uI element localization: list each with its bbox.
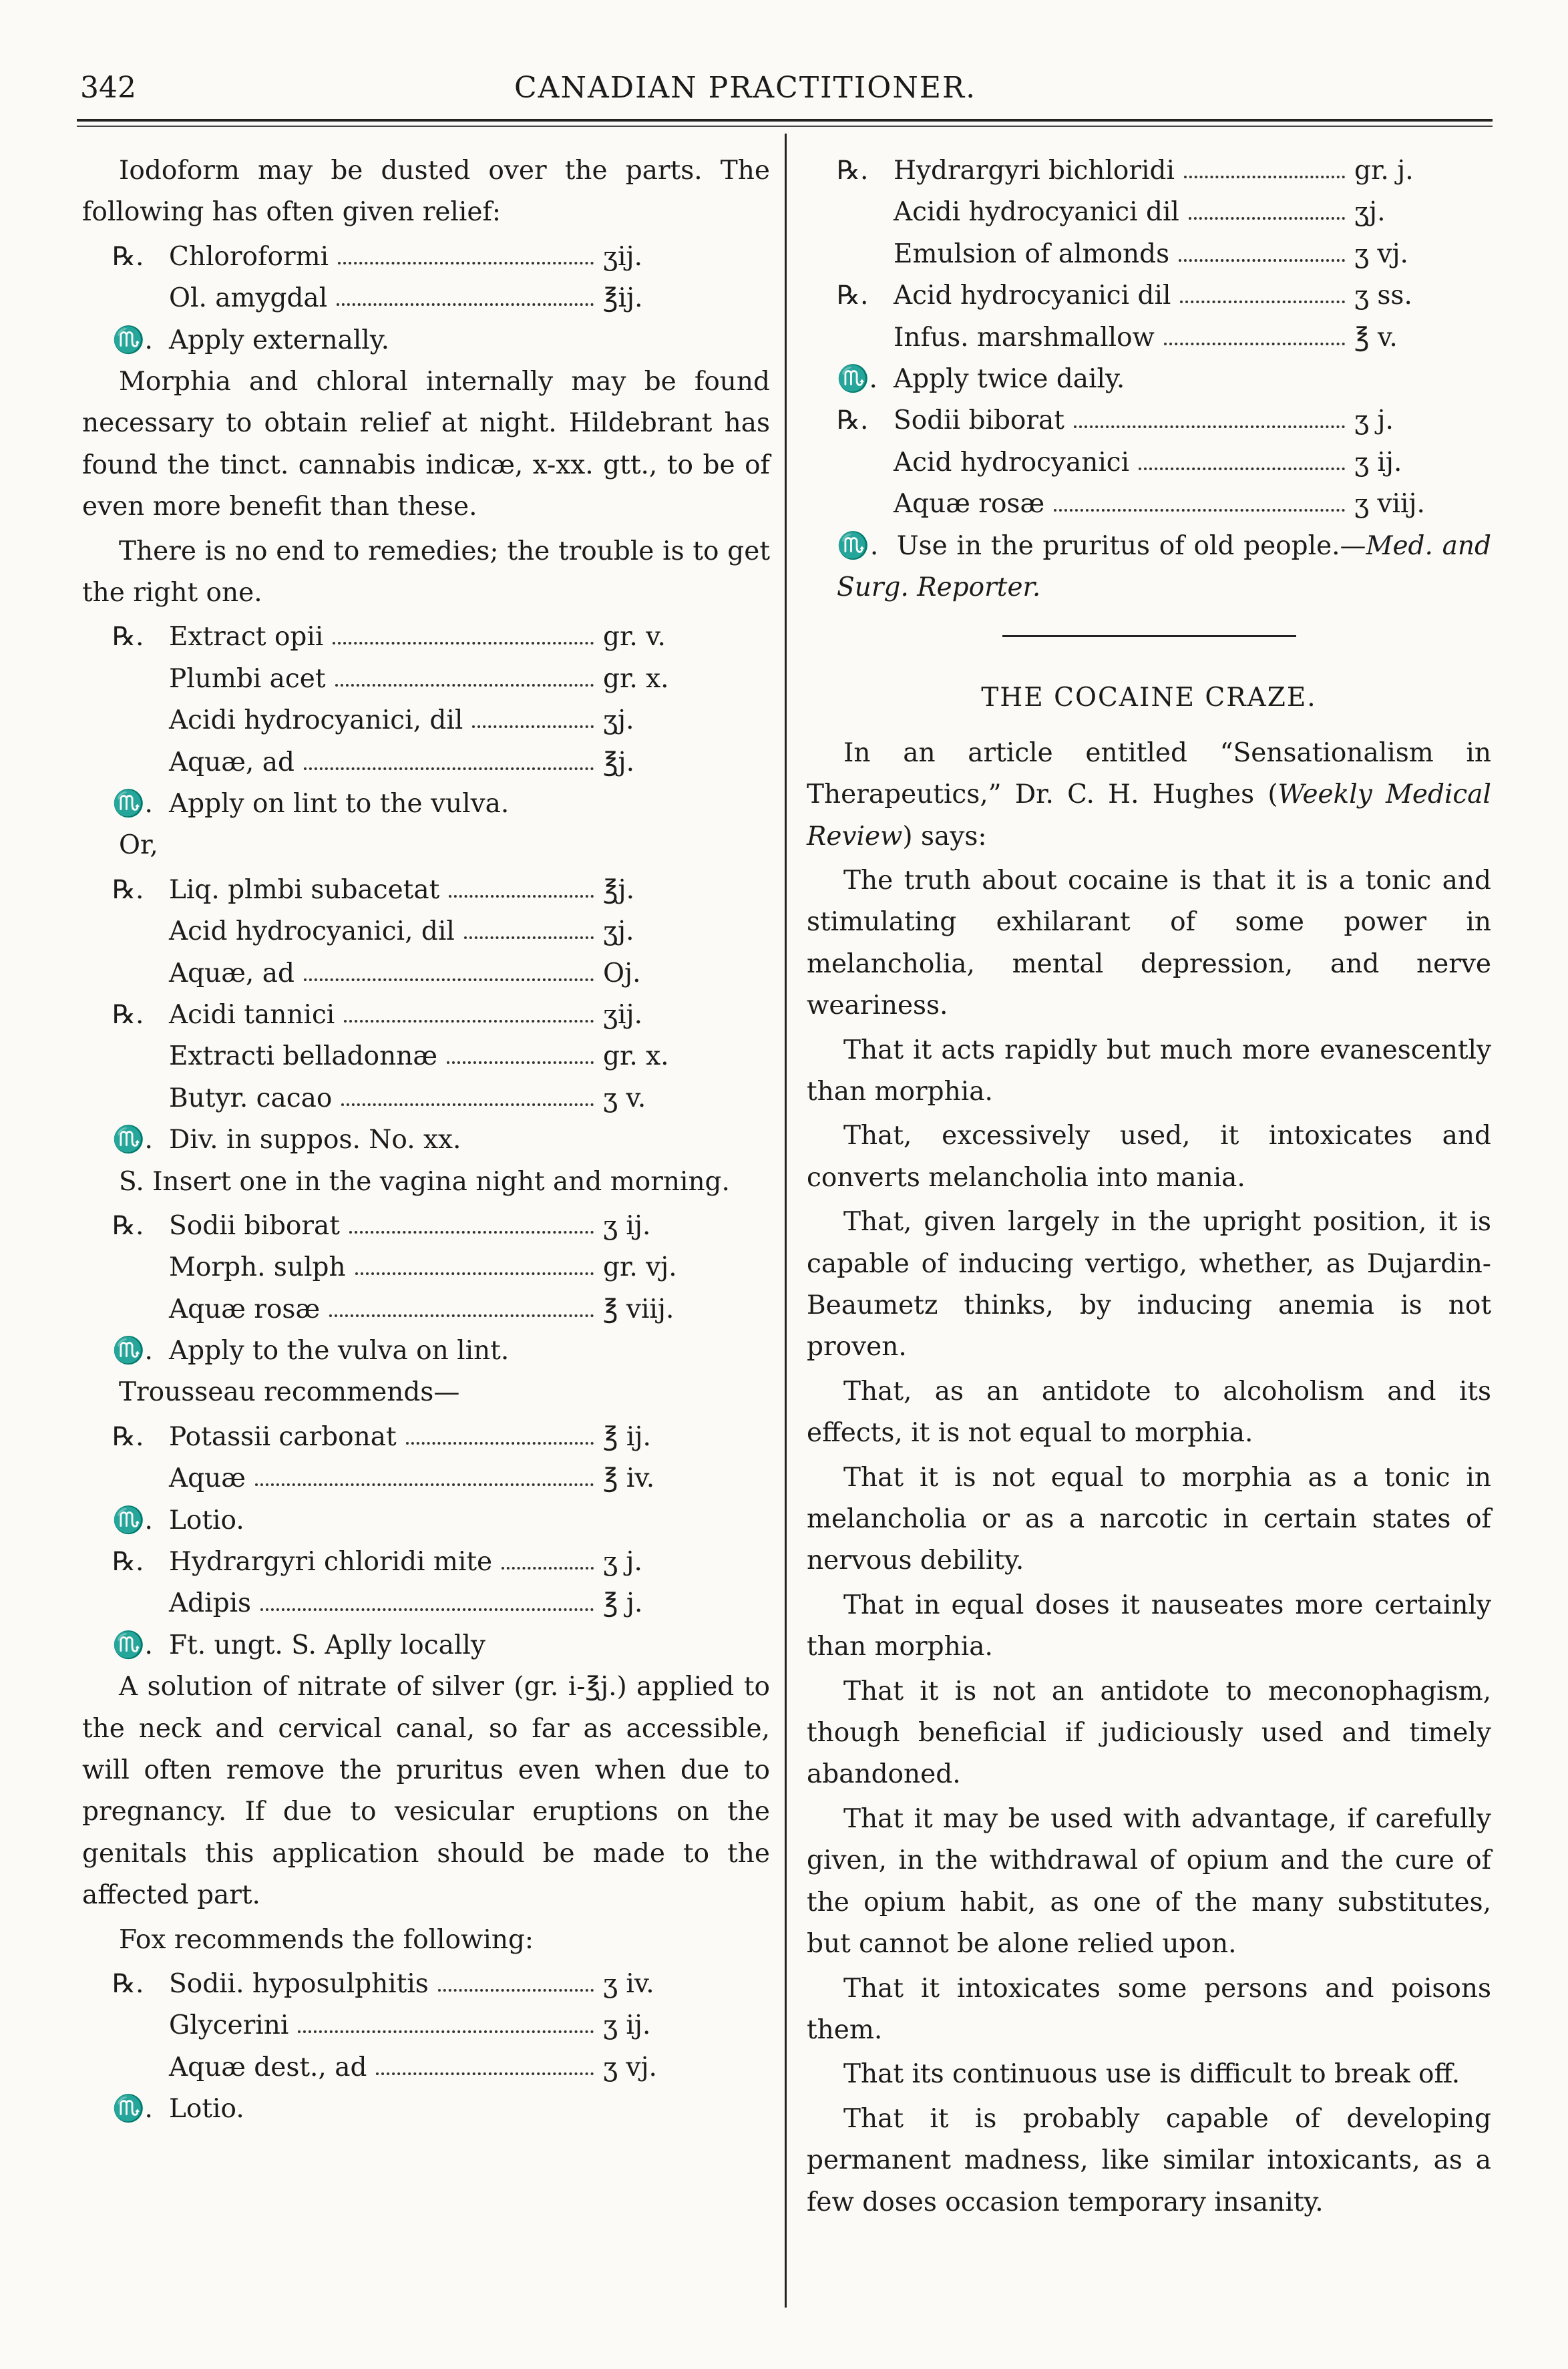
note-text: Lotio.	[169, 1505, 244, 1535]
prescription-note	[82, 2088, 770, 2130]
dot-leader	[335, 684, 594, 687]
recipe-symbol: ℞.	[112, 1210, 144, 1241]
ingredient-name: Chloroformi	[169, 241, 329, 272]
paragraph: A solution of nitrate of silver (gr. i-℥j.) applied to the neck and cervical canal, so far as accessible, will often remove the pruritus even when due to pregnancy. If due to vesicular eruptions on the genitals this application should be made to the affected part.	[82, 1672, 770, 1911]
recipe-symbol: ℞.	[112, 1547, 144, 1578]
ingredient-name: Hydrargyri bichloridi	[894, 156, 1175, 186]
dot-leader	[304, 978, 594, 981]
ingredient-quantity: ℥j.	[603, 747, 635, 777]
prescription-line	[82, 1964, 770, 2005]
paragraph: Fox recommends the following:	[119, 1924, 534, 1955]
prescription-line	[82, 742, 770, 783]
ingredient-quantity: ʒ ij.	[603, 1210, 651, 1241]
dot-leader	[355, 1272, 594, 1275]
misce-symbol: ♏.	[837, 363, 877, 394]
ingredient-quantity: ʒij.	[603, 241, 642, 272]
ingredient-name: Sodii biborat	[169, 1210, 340, 1241]
ingredient-name: Aquæ, ad	[169, 747, 295, 777]
prescription-note	[807, 359, 1491, 400]
source-citation: Med. and Surg. Reporter.	[837, 530, 1491, 602]
ingredient-name: Acidi tannici	[169, 999, 335, 1030]
article-paragraph: That it is not equal to morphia as a tonic in melancholia or as a narcotic in certain states of nervous debility.	[807, 1462, 1491, 1576]
paragraph: S. Insert one in the vagina night and morning.	[119, 1166, 730, 1197]
ingredient-quantity: ʒ vj.	[603, 2052, 657, 2082]
ingredient-name: Aquæ, ad	[169, 958, 295, 988]
prescription-note	[82, 1625, 770, 1666]
ingredient-quantity: ʒ ij.	[603, 2010, 651, 2041]
note-text: Apply externally.	[169, 325, 390, 355]
article-paragraph: The truth about cocaine is that it is a tonic and stimulating exhilarant of some power in melancholia, mental depression, and nerve weariness.	[807, 865, 1491, 1021]
recipe-symbol: ℞.	[837, 156, 869, 186]
note-text: Ft. ungt. S. Aplly locally	[169, 1630, 485, 1660]
note-text: Apply twice daily.	[894, 363, 1125, 394]
ingredient-name: Sodii biborat	[894, 405, 1064, 436]
page-number: 342	[80, 71, 136, 105]
ingredient-name: Acid hydrocyanici	[894, 447, 1130, 478]
prescription-line	[807, 275, 1491, 317]
intro-text: In an article entitled “Sensationalism in Therapeutics,” Dr. C. H. Hughes (	[807, 737, 1491, 810]
prescription-line	[82, 870, 770, 911]
prescription-line	[82, 236, 770, 278]
ingredient-quantity: ℥ ij.	[603, 1421, 651, 1452]
misce-symbol: ♏.	[112, 788, 153, 819]
prescription-line	[82, 2005, 770, 2046]
right-column	[807, 150, 1491, 2226]
prescription-line	[82, 2047, 770, 2088]
ingredient-quantity: ℥ij.	[603, 283, 643, 314]
ingredient-name: Adipis	[169, 1588, 252, 1619]
dot-leader	[1189, 217, 1345, 220]
prescription-line	[82, 994, 770, 1036]
ingredient-name: Hydrargyri chloridi mite	[169, 1547, 493, 1578]
misce-symbol: ♏.	[112, 2094, 153, 2125]
ingredient-quantity: Oj.	[603, 958, 641, 988]
dot-leader	[298, 2030, 594, 2033]
ingredient-name: Liq. plmbi subacetat	[169, 874, 440, 905]
prescription	[82, 870, 770, 994]
ingredient-name: Aquæ rosæ	[169, 1294, 321, 1324]
article-paragraph: That it is probably capable of developing permanent madness, like similar intoxicants, as a few doses occasion temporary insanity.	[807, 2103, 1491, 2217]
prescription-line	[82, 1541, 770, 1583]
journal-name: Weekly Medical Review	[807, 779, 1491, 852]
article-paragraph: That it is not an antidote to meconophagism, though beneficial if judiciously used and timely abandoned.	[807, 1676, 1491, 1790]
recipe-symbol: ℞.	[112, 874, 144, 905]
paragraph: Iodoform may be dusted over the parts. The following has often given relief:	[82, 156, 770, 228]
header-rule	[77, 119, 1493, 122]
ingredient-name: Morph. sulph	[169, 1252, 346, 1283]
misce-symbol: ♏.	[112, 1505, 153, 1535]
prescription-line	[807, 317, 1491, 359]
article-paragraph: That, as an antidote to alcoholism and its effects, it is not equal to morphia.	[807, 1376, 1491, 1449]
ingredient-quantity: ʒ ij.	[1354, 447, 1402, 478]
dot-leader	[447, 1061, 594, 1064]
misce-symbol: ♏.	[112, 1630, 153, 1660]
page-header	[80, 57, 1489, 118]
paragraph: Or,	[119, 830, 158, 861]
prescription-line	[82, 1583, 770, 1624]
prescription	[82, 1541, 770, 1625]
running-head: CANADIAN PRACTITIONER.	[514, 71, 977, 105]
dot-leader	[406, 1442, 594, 1445]
ingredient-name: Extract opii	[169, 622, 324, 653]
ingredient-name: Aquæ	[169, 1463, 246, 1494]
note-text: Lotio.	[169, 2094, 244, 2125]
prescription-line	[82, 1036, 770, 1077]
ingredient-quantity: ℥ v.	[1354, 322, 1398, 353]
ingredient-name: Aquæ rosæ	[894, 489, 1045, 520]
ingredient-name: Glycerini	[169, 2010, 289, 2041]
dot-leader	[1054, 509, 1345, 512]
ingredient-name: Butyr. cacao	[169, 1083, 333, 1113]
prescription-line	[82, 1417, 770, 1458]
ingredient-name: Plumbi acet	[169, 663, 326, 694]
ingredient-quantity: gr. v.	[603, 622, 666, 653]
article-body	[807, 860, 1491, 2223]
dot-leader	[341, 1103, 594, 1106]
dot-leader	[344, 1020, 594, 1023]
ingredient-quantity: ℥ viij.	[603, 1294, 674, 1324]
ingredient-name: Extracti belladonnæ	[169, 1041, 437, 1072]
ingredient-quantity: ℥ iv.	[603, 1463, 655, 1494]
misce-symbol: ♏.	[112, 325, 153, 355]
prescription-line	[807, 400, 1491, 441]
note-text: Div. in suppos. No. xx.	[169, 1125, 461, 1155]
note-text: Apply to the vulva on lint.	[169, 1336, 510, 1366]
dot-leader	[255, 1483, 594, 1486]
ingredient-quantity: ʒ j.	[1354, 405, 1394, 436]
ingredient-quantity: ʒ j.	[603, 1547, 642, 1578]
dot-leader	[464, 936, 594, 939]
prescription-line	[82, 911, 770, 952]
prescription	[82, 1417, 770, 1500]
dot-leader	[260, 1608, 594, 1611]
article-paragraph: That it may be used with advantage, if carefully given, in the withdrawal of opium and the cure of the opium habit, as one of the many substitutes, but cannot be alone relied upon.	[807, 1803, 1491, 1960]
misce-symbol: ♏.	[837, 530, 879, 561]
dot-leader	[1184, 176, 1345, 178]
prescription-note	[82, 783, 770, 825]
dot-leader	[502, 1567, 594, 1570]
prescription	[82, 236, 770, 320]
prescription-line	[82, 1289, 770, 1330]
article-paragraph: That it acts rapidly but much more evanescently than morphia.	[807, 1035, 1491, 1107]
ingredient-quantity: ʒ v.	[603, 1083, 646, 1113]
ingredient-name: Infus. marshmallow	[894, 322, 1155, 353]
article-paragraph: That, given largely in the upright position, it is capable of inducing vertigo, whether, as Dujardin-Beaumetz thinks, by inducing anemia is not proven.	[807, 1207, 1491, 1362]
prescription-line	[82, 659, 770, 700]
prescription	[807, 400, 1491, 525]
recipe-symbol: ℞.	[112, 1421, 144, 1452]
prescription-line	[82, 1206, 770, 1247]
article-paragraph: That in equal doses it nauseates more certainly than morphia.	[807, 1590, 1491, 1662]
intro-paragraph	[807, 733, 1491, 858]
ingredient-quantity: ℥j.	[603, 874, 635, 905]
recipe-symbol: ℞.	[112, 999, 144, 1030]
prescription-line	[807, 192, 1491, 233]
prescription-line	[82, 1247, 770, 1288]
dot-leader	[449, 895, 594, 898]
prescription	[807, 150, 1491, 275]
article-paragraph: That, excessively used, it intoxicates and converts melancholia into mania.	[807, 1121, 1491, 1193]
prescription-line	[807, 442, 1491, 484]
ingredient-quantity: ʒ viij.	[1354, 489, 1425, 520]
dot-leader	[376, 2072, 594, 2075]
dot-leader	[338, 262, 594, 264]
misce-symbol: ♏.	[112, 1125, 153, 1155]
prescription	[82, 616, 770, 783]
prescription-note	[82, 1330, 770, 1372]
article-paragraph: That it intoxicates some persons and poisons them.	[807, 1973, 1491, 2045]
left-column	[82, 150, 770, 2131]
column-divider	[785, 134, 787, 2308]
ingredient-name: Sodii. hyposulphitis	[169, 1969, 429, 2000]
prescription-line	[82, 1078, 770, 1119]
ingredient-quantity: ʒ vj.	[1354, 238, 1408, 269]
recipe-symbol: ℞.	[837, 281, 869, 311]
prescription-line	[82, 278, 770, 319]
ingredient-quantity: ʒj.	[603, 916, 634, 947]
section-separator	[1002, 635, 1296, 637]
prescription	[82, 1206, 770, 1330]
ingredient-name: Acid hydrocyanici, dil	[169, 916, 455, 947]
ingredient-quantity: gr. vj.	[603, 1252, 677, 1283]
note-text: Apply on lint to the vulva.	[169, 788, 510, 819]
section-title: THE COCAINE CRAZE.	[981, 683, 1317, 713]
prescription	[807, 275, 1491, 359]
ingredient-quantity: ʒ iv.	[603, 1969, 654, 2000]
prescription-line	[82, 953, 770, 994]
article-paragraph: That its continuous use is difficult to break off.	[843, 2059, 1460, 2090]
paragraph: Trousseau recommends—	[119, 1377, 460, 1408]
prescription-line	[807, 484, 1491, 525]
prescription-note	[82, 1500, 770, 1541]
prescription-line	[807, 150, 1491, 192]
ingredient-name: Aquæ dest., ad	[169, 2052, 367, 2082]
prescription-note	[82, 1119, 770, 1161]
recipe-symbol: ℞.	[112, 1969, 144, 2000]
recipe-symbol: ℞.	[112, 622, 144, 653]
ingredient-quantity: ʒij.	[603, 999, 642, 1030]
dot-leader	[1164, 343, 1345, 345]
ingredient-quantity: ℥ j.	[603, 1588, 643, 1619]
paragraph: There is no end to remedies; the trouble is to get the right one.	[82, 536, 770, 608]
ingredient-quantity: gr. x.	[603, 663, 669, 694]
ingredient-name: Acidi hydrocyanici, dil	[169, 705, 463, 736]
dot-leader	[472, 725, 594, 728]
dot-leader	[304, 767, 594, 770]
ingredient-name: Acidi hydrocyanici dil	[894, 197, 1179, 228]
ingredient-name: Ol. amygdal	[169, 283, 328, 314]
prescription-line	[82, 616, 770, 658]
dot-leader	[329, 1314, 594, 1317]
ingredient-quantity: gr. x.	[603, 1041, 669, 1072]
paragraph: Morphia and chloral internally may be found necessary to obtain relief at night. Hildebrant has found the tinct. cannabis indicæ, x-xx. gtt., to be of even more benefit than these.	[82, 366, 770, 522]
dot-leader	[333, 642, 594, 645]
prescription-line	[82, 1458, 770, 1499]
ingredient-quantity: ʒj.	[603, 705, 634, 736]
ingredient-quantity: ʒj.	[1354, 197, 1386, 228]
dot-leader	[1074, 425, 1345, 428]
ingredient-quantity: gr. j.	[1354, 156, 1414, 186]
dot-leader	[337, 303, 594, 306]
prescription-line	[807, 234, 1491, 275]
prescription-line	[82, 700, 770, 741]
dot-leader	[349, 1231, 594, 1234]
misce-symbol: ♏.	[112, 1336, 153, 1366]
prescription	[82, 1964, 770, 2088]
recipe-symbol: ℞.	[112, 241, 144, 272]
ingredient-name: Acid hydrocyanici dil	[894, 281, 1171, 311]
header-rule-thin	[77, 126, 1493, 127]
note-text: Use in the pruritus of old people.—	[896, 530, 1366, 561]
dot-leader	[1180, 301, 1345, 303]
dot-leader	[438, 1989, 594, 1992]
ingredient-name: Emulsion of almonds	[894, 238, 1170, 269]
ingredient-name: Potassii carbonat	[169, 1421, 397, 1452]
ingredient-quantity: ʒ ss.	[1354, 281, 1412, 311]
dot-leader	[1139, 468, 1345, 470]
prescription-note	[82, 320, 770, 361]
prescription	[82, 994, 770, 1119]
prescription-note-long	[807, 526, 1491, 609]
intro-text-end: ) says:	[902, 821, 987, 852]
recipe-symbol: ℞.	[837, 405, 869, 436]
dot-leader	[1179, 259, 1345, 262]
